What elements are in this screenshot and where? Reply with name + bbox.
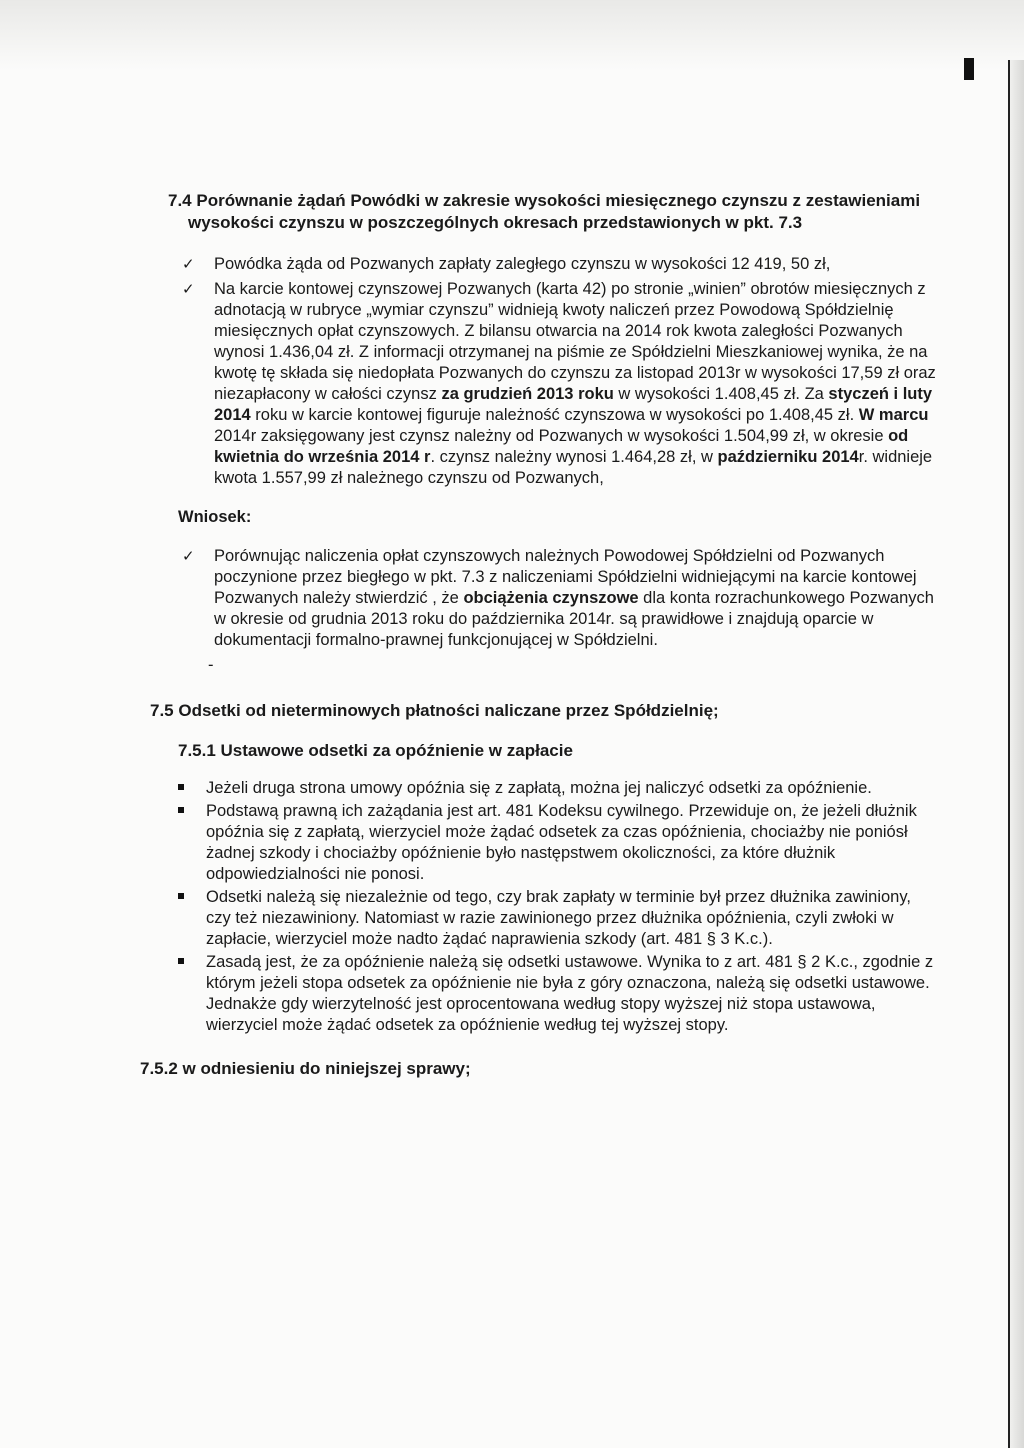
- checkmark-icon: ✓: [182, 256, 195, 273]
- text-run: 2014r zaksięgowany jest czynsz należny od Pozwanych w wysokości 1.504,99 zł, w okresie: [214, 427, 889, 445]
- section-7-4-heading: 7.4 Porównanie żądań Powódki w zakresie wysokości miesięcznego czynszu z zestawieniami wysokości czynszu w poszczególnych okresach przedstawionych w pkt. 7.3: [168, 191, 921, 232]
- bullet-square-icon: [178, 784, 184, 790]
- list-item: [150, 778, 940, 799]
- list-item: [150, 801, 940, 885]
- bold-text: październiku 2014: [717, 448, 859, 466]
- list-item: [150, 279, 940, 489]
- list-item-text: Odsetki należą się niezależnie od tego, czy brak zapłaty w terminie był przez dłużnika zawiniony, czy też niezawiniony. Natomiast w razie zawinionego przez dłużnika opóźnienia, czyli zwłoki w zapłacie, wierzyciel może nadto żądać naprawienia szkody (art. 481 § 3 K.c.).: [206, 888, 911, 948]
- section-7-5-2-heading: 7.5.2 w odniesieniu do niniejszej sprawy;: [140, 1059, 471, 1078]
- list-item-text: Jeżeli druga strona umowy opóźnia się z zapłatą, można jej naliczyć odsetki za opóźnienie.: [206, 779, 872, 797]
- checkmark-icon: ✓: [182, 548, 195, 565]
- list-item: [150, 887, 940, 950]
- bullet-square-icon: [178, 893, 184, 899]
- list-item-text: Powódka żąda od Pozwanych zapłaty zaległego czynszu w wysokości 12 419, 50 zł,: [214, 255, 831, 273]
- text-run: Porównując naliczenia opłat czynszowych należnych Powodowej Spółdzielni od Pozwanych poczynione przez biegłego w pkt. 7.3 z naliczeniami Spółdzielni widniejącymi na karcie kontowej Pozwanych należy stwierdzić , że: [214, 547, 917, 607]
- list-item-text: Podstawą prawną ich zażądania jest art. 481 Kodeksu cywilnego. Przewiduje on, że jeżeli dłużnik opóźnia się z zapłatą, wierzyciel może żądać odsetek za czas opóźnienia, chociażby nie poniósł żadnej szkody i chociażby opóźnienie było następstwem okoliczności, za które dłużnik odpowiedzialności nie ponosi.: [206, 802, 917, 883]
- list-item-text: [214, 547, 934, 649]
- list-item: [150, 254, 940, 275]
- bold-text: obciążenia czynszowe: [463, 589, 639, 607]
- section-7-5-1-list: [150, 778, 940, 1036]
- section-7-5-1-heading: 7.5.1 Ustawowe odsetki za opóźnienie w zapłacie: [178, 741, 573, 760]
- text-run: . czynsz należny wynosi 1.464,28 zł, w: [430, 448, 718, 466]
- scan-mark: [964, 58, 974, 80]
- bold-text: od kwietnia do września 2014 r: [214, 427, 909, 466]
- document-content: [140, 190, 940, 1080]
- section-7-4-list: [150, 254, 940, 489]
- bold-text: styczeń i luty 2014: [214, 385, 933, 424]
- section-7-5-heading: 7.5 Odsetki od nieterminowych płatności naliczane przez Spółdzielnię;: [150, 701, 719, 720]
- bullet-square-icon: [178, 958, 184, 964]
- scan-edge-right: [1008, 60, 1024, 1448]
- bold-text: W marcu: [858, 406, 929, 424]
- list-item-text: Zasadą jest, że za opóźnienie należą się odsetki ustawowe. Wynika to z art. 481 § 2 K.c., zgodnie z którym jeżeli stopa odsetek za opóźnienie nie była z góry oznaczona, należą się odsetki ustawowe. Jednakże gdy wierzytelność jest oprocentowana według stopy wyższej niż stopa ustawowa, wierzyciel może żądać odsetek za opóźnienie według tej wyższej stopy.: [206, 953, 934, 1034]
- wniosek-list: [150, 546, 940, 651]
- list-item: [150, 952, 940, 1036]
- text-run: r. widnieje kwota 1.557,99 zł należnego czynszu od Pozwanych,: [214, 448, 933, 487]
- dash-mark: -: [208, 656, 214, 674]
- wniosek-label: Wniosek:: [178, 508, 252, 526]
- bullet-square-icon: [178, 807, 184, 813]
- scan-shadow-top: [0, 0, 1024, 70]
- text-run: w wysokości 1.408,45 zł. Za: [613, 385, 829, 403]
- bold-text: za grudzień 2013 roku: [441, 385, 614, 403]
- checkmark-icon: ✓: [182, 281, 195, 298]
- list-item: [150, 546, 940, 651]
- text-run: roku w karcie kontowej figuruje należność czynszowa w wysokości po 1.408,45 zł.: [250, 406, 859, 424]
- list-item-text: [214, 280, 936, 487]
- text-run: dla konta rozrachunkowego Pozwanych w okresie od grudnia 2013 roku do października 2014r. są prawidłowe i znajdują oparcie w dokumentacji formalno-prawnej funkcjonującej w Spółdzielni.: [214, 589, 934, 649]
- text-run: Na karcie kontowej czynszowej Pozwanych (karta 42) po stronie „winien” obrotów miesięcznych z adnotacją w rubryce „wymiar czynszu” widnieją kwoty naliczeń przez Powodową Spółdzielnię miesięcznych opłat czynszowych. Z bilansu otwarcia na 2014 rok kwota zaległości Pozwanych wynosi 1.436,04 zł. Z informacji otrzymanej na piśmie ze Spółdzielni Mieszkaniowej wynika, że na kwotę tę składa się niedopłata Pozwanych do czynszu za listopad 2013r w wysokości 17,59 zł oraz niezapłacony w całości czynsz: [214, 280, 936, 403]
